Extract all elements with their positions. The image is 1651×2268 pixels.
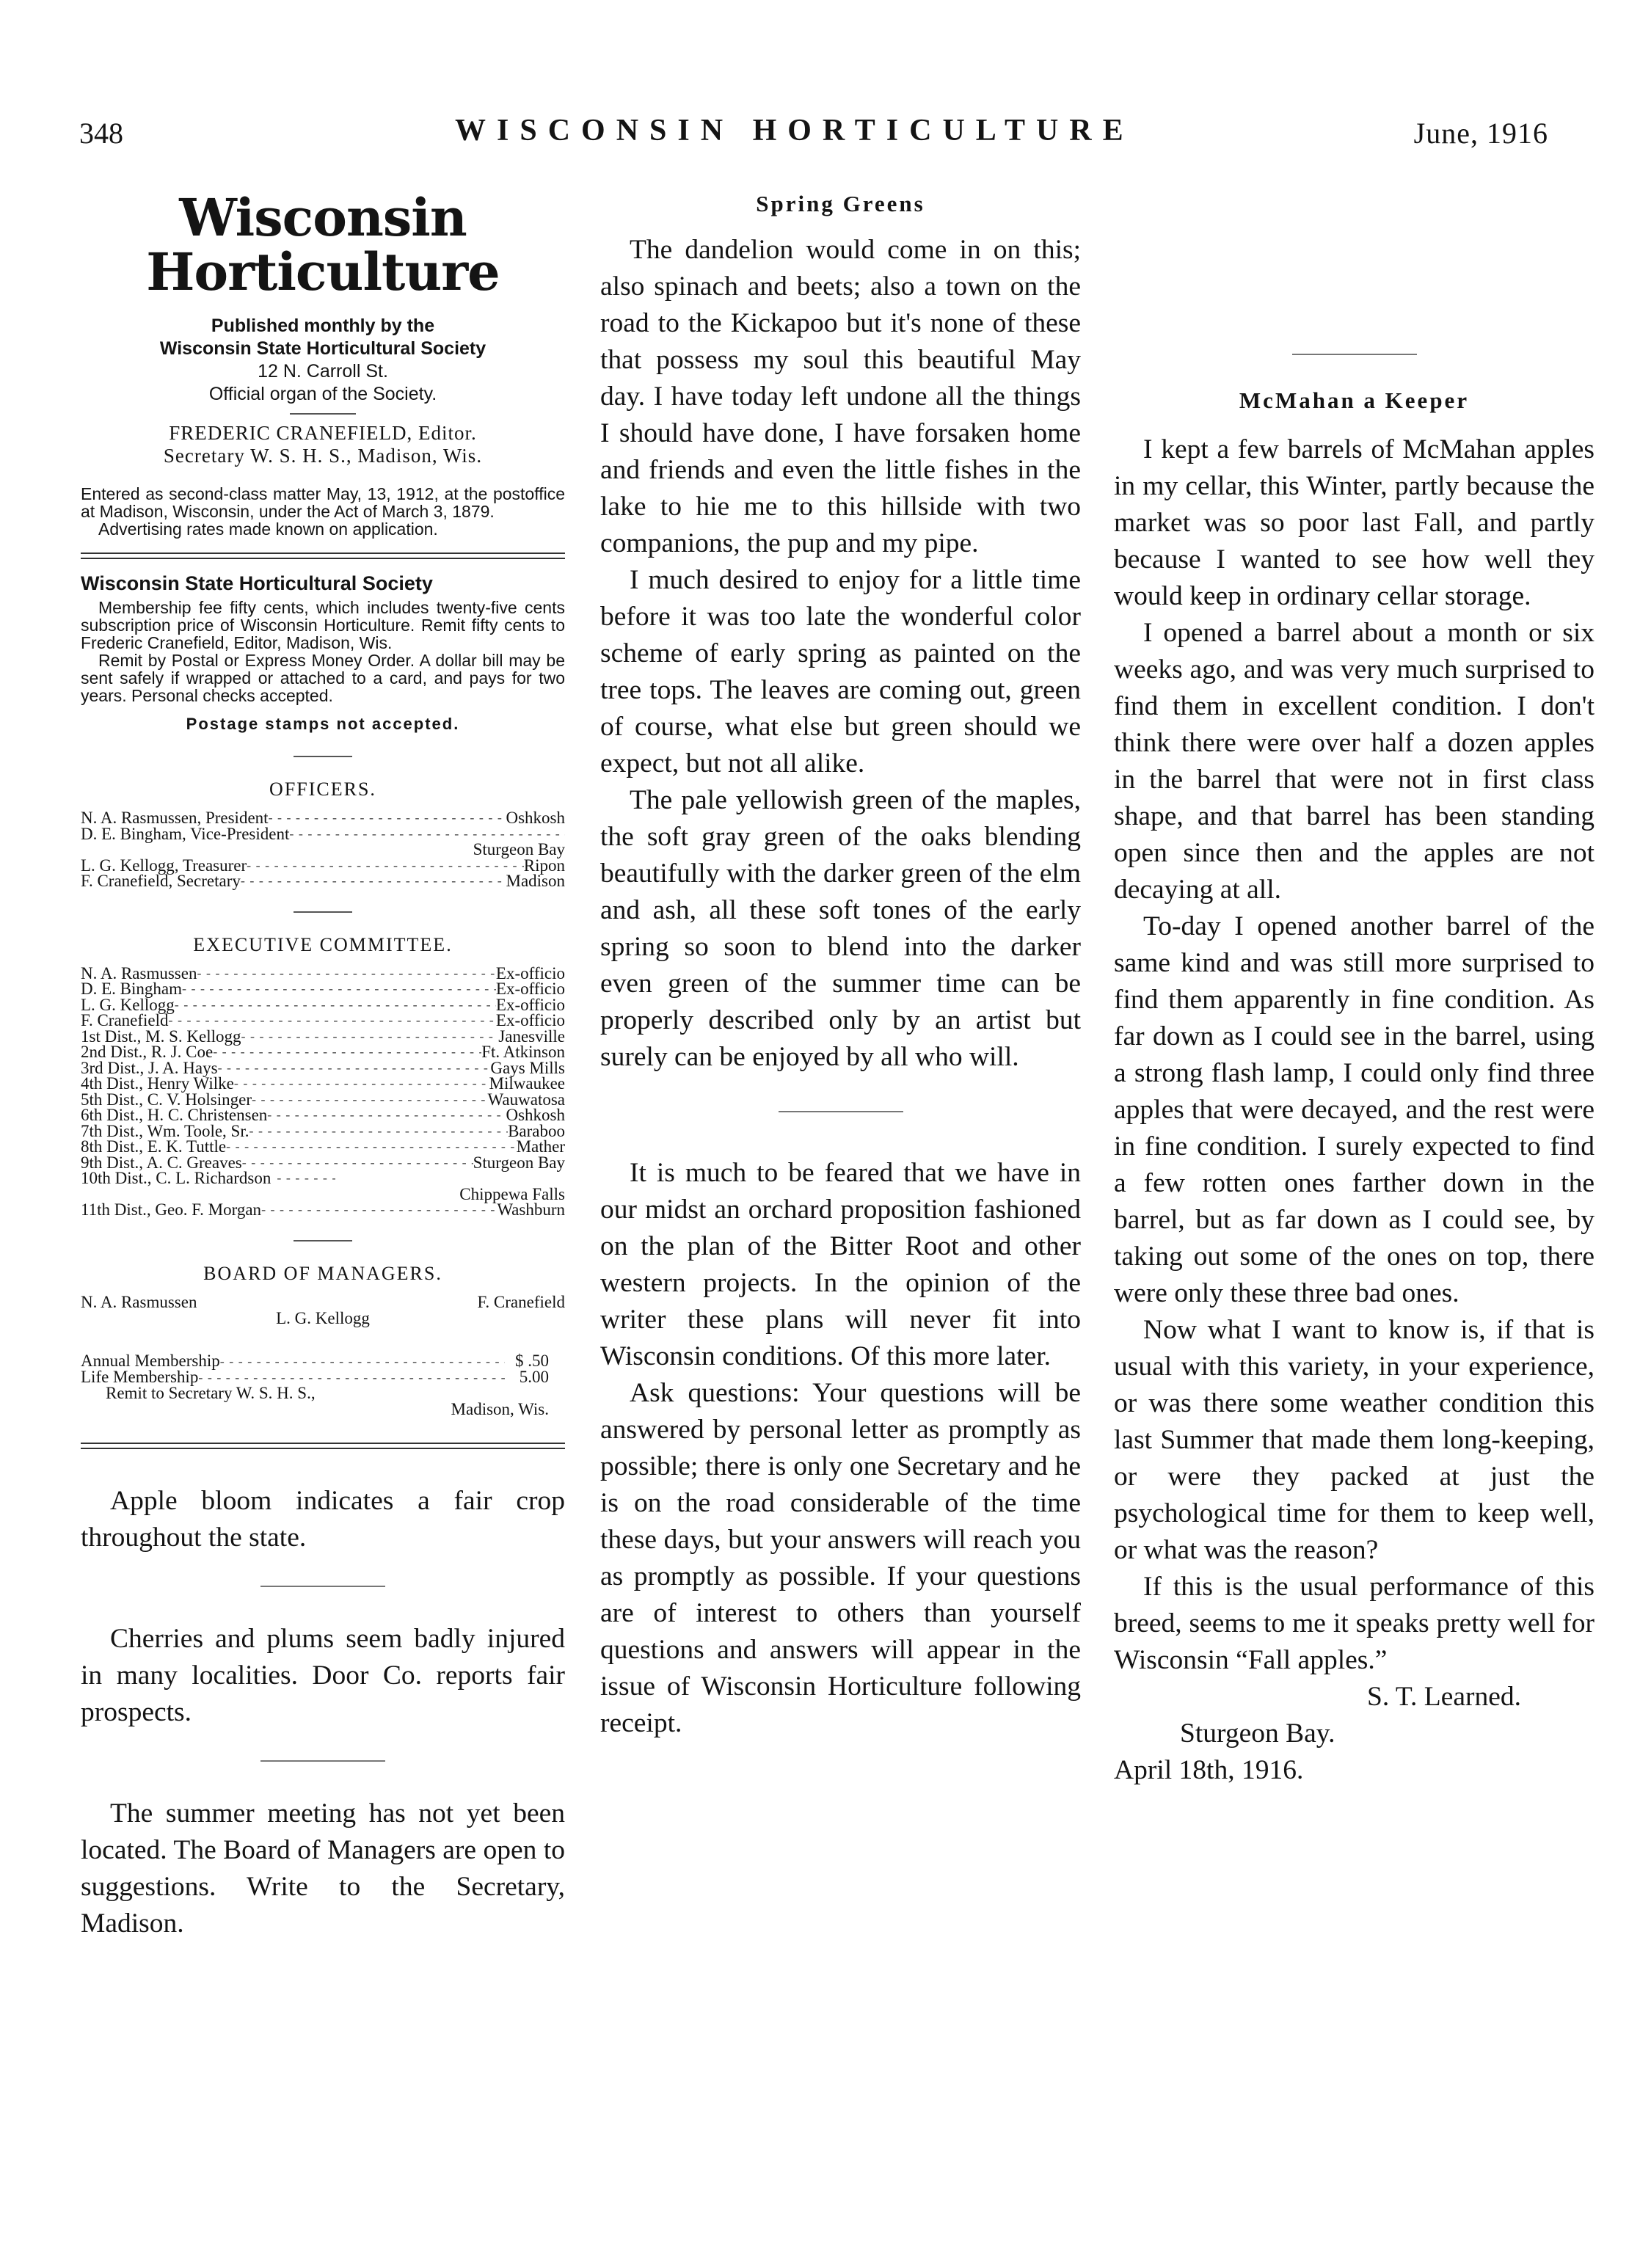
executive-row: 4th Dist., Henry Wilke - - - Milwaukee bbox=[81, 1076, 565, 1092]
fee-row: Annual Membership - - - $ .50 bbox=[81, 1353, 565, 1369]
column-masthead bbox=[81, 183, 565, 1942]
executive-place: Chippewa Falls bbox=[459, 1184, 565, 1203]
board-member: F. Cranefield bbox=[477, 1292, 565, 1311]
secretary-line: Secretary W. S. H. S., Madison, Wis. bbox=[163, 445, 483, 467]
board-list bbox=[81, 1294, 565, 1327]
note-meeting: The summer meeting has not yet been located. The Board of Managers are open to suggestions. Write to the Secretary, Madison. bbox=[81, 1798, 565, 1939]
editor-line: FREDERIC CRANEFIELD, Editor. bbox=[169, 422, 477, 444]
note-cherries: Cherries and plums seem badly injured in many localities. Door Co. reports fair prospects. bbox=[81, 1623, 565, 1727]
mcmahan-title: McMahan a Keeper bbox=[1239, 387, 1470, 413]
divider bbox=[294, 756, 352, 757]
page-number: 348 bbox=[79, 117, 123, 150]
fee-row: Life Membership - - - 5.00 bbox=[81, 1369, 565, 1385]
board-member: L. G. Kellogg bbox=[276, 1308, 370, 1327]
address-line: 12 N. Carroll St. bbox=[258, 361, 388, 382]
divider bbox=[1292, 354, 1417, 355]
journal-title: WISCONSIN HORTICULTURE bbox=[455, 114, 1134, 147]
column-right bbox=[1114, 183, 1594, 1789]
board-member: N. A. Rasmussen bbox=[81, 1292, 197, 1311]
executive-row: 10th Dist., C. L. Richardson - - - bbox=[81, 1170, 565, 1186]
divider bbox=[260, 1586, 385, 1587]
fee-remit: Remit to Secretary W. S. H. S., bbox=[106, 1383, 316, 1402]
officer-row: D. E. Bingham, Vice-President - - - bbox=[81, 826, 565, 842]
spring-greens-title: Spring Greens bbox=[756, 191, 925, 216]
running-head bbox=[0, 110, 1651, 154]
officer-row: L. G. Kellogg, Treasurer - - - Ripon bbox=[81, 858, 565, 874]
column-middle bbox=[600, 183, 1081, 1742]
executive-row: 3rd Dist., J. A. Hays - - - Gays Mills bbox=[81, 1060, 565, 1076]
signature-place: Sturgeon Bay. bbox=[1180, 1718, 1335, 1749]
executive-row: F. Cranefield - - - Ex-officio bbox=[81, 1013, 565, 1029]
orchard-body: It is much to be feared that we have in our midst an orchard proposition fashioned on the plan of the Bitter Root and other western projects. In the opinion of the writer these plans will never fit into Wisconsin conditions. Of this more later. Ask questions: Your questions will be answered by personal letter as promptly as possible; there is only one Secretary and he is on the road considerable of the time these days, but your answers will reach you as promptly as possible. If your questions are of interest to others than yourself questions and answers will appear in the issue of Wisconsin Horticulture following receipt. bbox=[600, 1158, 1081, 1738]
divider bbox=[290, 413, 356, 415]
society-box-text bbox=[81, 599, 565, 704]
executive-row: N. A. Rasmussen - - - Ex-officio bbox=[81, 966, 565, 982]
membership-text: Membership fee fifty cents, which includes twenty-five cents subscription price of Wisconsin Horticulture. Remit fifty cents to Frederic Cranefield, Editor, Madison, Wis. bbox=[81, 598, 565, 652]
advertising-text: Advertising rates made known on application. bbox=[98, 519, 438, 539]
executive-row: 7th Dist., Wm. Toole, Sr. - - - Baraboo bbox=[81, 1123, 565, 1140]
officers-heading: OFFICERS. bbox=[269, 779, 376, 800]
officer-row: F. Cranefield, Secretary - - - Madison bbox=[81, 873, 565, 889]
signature: S. T. Learned. bbox=[1366, 1682, 1521, 1712]
note-apple: Apple bloom indicates a fair crop throughout the state. bbox=[81, 1485, 565, 1553]
postage-notice: Postage stamps not accepted. bbox=[186, 715, 460, 733]
divider bbox=[779, 1111, 903, 1112]
officer-place: Sturgeon Bay bbox=[473, 840, 565, 858]
board-heading: BOARD OF MANAGERS. bbox=[203, 1262, 442, 1284]
executive-row: 5th Dist., C. V. Holsinger - - - Wauwatosa bbox=[81, 1092, 565, 1108]
executive-row: 6th Dist., H. C. Christensen - - - Oshkosh bbox=[81, 1107, 565, 1123]
issue-date: June, 1916 bbox=[1413, 117, 1548, 150]
divider bbox=[294, 911, 352, 913]
fee-remit-place: Madison, Wis. bbox=[451, 1399, 549, 1418]
signature-date: April 18th, 1916. bbox=[1114, 1755, 1304, 1785]
society-box-title: Wisconsin State Horticultural Society bbox=[81, 572, 433, 594]
executive-list bbox=[81, 963, 565, 1219]
mcmahan-body: I kept a few barrels of McMahan apples in my cellar, this Winter, partly because the market was so poor last Fall, and partly because I wanted to see how well they would keep in ordinary cellar storage. I opened a barrel about a month or six weeks ago, and was very much surprised to find them in excellent condition. I don't think there were over half a dozen apples in the barrel that were not in first class shape, and that barrel has been standing open since then and the apples are not decaying at all. To-day I opened another barrel of the same kind and was still more surprised to find them apparently in fine condition. As far down as I could see in the barrel, using a strong flash lamp, I could only find three apples that were decayed, and the rest were in fine condition. I surely expected to find a few rotten ones farther down in the barrel, but as far down as I could see, by taking out some of the ones on top, there were only these three bad ones. Now what I want to know is, if that is usual with this variety, in your experience, or was there some weather condition this last Summer that made them long-keeping, or were they packed at just the psychological time for them to keep well, or what was the reason? If this is the usual performance of this breed, seems to me it speaks pretty well for Wisconsin “Fall apples.” bbox=[1114, 434, 1594, 1675]
executive-row: D. E. Bingham - - - Ex-officio bbox=[81, 981, 565, 997]
entered-notice bbox=[81, 485, 565, 538]
officer-row: N. A. Rasmussen, President - - - Oshkosh bbox=[81, 810, 565, 826]
executive-row: 1st Dist., M. S. Kellogg - - - Janesville bbox=[81, 1029, 565, 1045]
remit-text: Remit by Postal or Express Money Order. A dollar bill may be sent safely if wrapped or attached to a card, and pays for two years. Personal checks accepted. bbox=[81, 651, 565, 705]
divider bbox=[260, 1760, 385, 1762]
double-rule bbox=[81, 553, 565, 559]
executive-heading: EXECUTIVE COMMITTEE. bbox=[193, 933, 453, 955]
society-line: Wisconsin State Horticultural Society bbox=[159, 338, 486, 359]
spring-greens-body: The dandelion would come in on this; also spinach and beets; also a town on the road to the Kickapoo but it's none of these that possess my soul this beautiful May day. I have today left undone all the things I should have done, I have forsaken home and friends and even the little fishes in the lake to hie me to this hillside with two companions, the pup and my pipe. I much desired to enjoy for a little time before it was too late the wonderful color scheme of early spring as painted on the tree tops. The leaves are coming out, green of course, what else but green should we expect, but not all alike. The pale yellowish green of the maples, the soft gray green of the oaks blending beautifully with the darker green of the elm and ash, all these soft tones of the early spring so soon to blend into the darker even green of the summer time can be properly described only by an artist but surely can be enjoyed by all who will. bbox=[600, 235, 1081, 1072]
executive-row: 11th Dist., Geo. F. Morgan - - - Washburn bbox=[81, 1202, 565, 1218]
executive-row: 2nd Dist., R. J. Coe - - - Ft. Atkinson bbox=[81, 1044, 565, 1060]
divider bbox=[294, 1240, 352, 1241]
executive-row: 8th Dist., E. K. Tuttle - - - Mather bbox=[81, 1139, 565, 1155]
entered-text: Entered as second-class matter May, 13, 1912, at the postoffice at Madison, Wisconsin, under the Act of March 3, 1879. bbox=[81, 484, 565, 521]
fees-list bbox=[81, 1353, 565, 1418]
officers-list bbox=[81, 810, 565, 889]
published-line: Published monthly by the bbox=[211, 316, 435, 336]
executive-row: 9th Dist., A. C. Greaves - - - Sturgeon Bay bbox=[81, 1155, 565, 1171]
double-rule bbox=[81, 1443, 565, 1449]
masthead-title: Wisconsin Horticulture bbox=[146, 187, 500, 302]
executive-row: L. G. Kellogg - - - Ex-officio bbox=[81, 997, 565, 1013]
organ-line: Official organ of the Society. bbox=[208, 384, 437, 404]
